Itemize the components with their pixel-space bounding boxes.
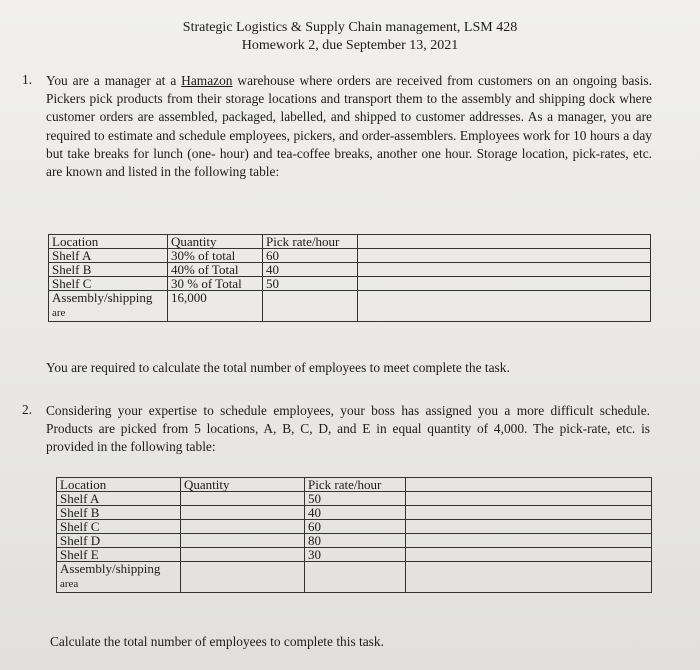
empty-cell <box>358 291 651 322</box>
course-title: Strategic Logistics & Supply Chain management, LSM 428 <box>182 20 518 35</box>
cell-location: Shelf C <box>49 277 168 291</box>
empty-cell <box>406 534 652 548</box>
cell-pick-rate: 60 <box>305 520 406 534</box>
cell-quantity <box>181 520 305 534</box>
cell-location: Shelf D <box>57 534 181 548</box>
table-row <box>49 249 651 263</box>
empty-cell <box>406 520 652 534</box>
cell-pick-rate <box>305 562 406 593</box>
header-pick-rate: Pick rate/hour <box>305 478 406 492</box>
table-row <box>49 291 651 322</box>
cell-quantity <box>181 506 305 520</box>
empty-cell <box>406 478 652 492</box>
cell-location-suffix: are <box>52 307 66 319</box>
table-row <box>57 492 652 506</box>
cell-location-text: Assembly/shipping <box>52 290 153 305</box>
cell-pick-rate: 50 <box>305 492 406 506</box>
question-1-task: You are required to calculate the total number of employees to meet complete the task. <box>46 360 510 375</box>
cell-location: Shelf A <box>49 249 168 263</box>
question-1-text <box>46 72 652 181</box>
question-2-number: 2. <box>22 402 33 417</box>
table-row <box>57 520 652 534</box>
cell-location <box>57 562 181 593</box>
cell-pick-rate: 80 <box>305 534 406 548</box>
homework-title: Homework 2, due September 13, 2021 <box>241 38 459 53</box>
cell-quantity: 30 % of Total <box>168 277 263 291</box>
cell-pick-rate: 60 <box>263 249 358 263</box>
header-pick-rate: Pick rate/hour <box>263 235 358 249</box>
empty-cell <box>406 562 652 593</box>
table-header-row <box>49 235 651 249</box>
empty-cell <box>358 249 651 263</box>
table-row <box>57 506 652 520</box>
table-row <box>57 548 652 562</box>
question-2-text: Considering your expertise to schedule employees, your boss has assigned you a more difficult schedule. Products are picked from 5 locations, A, B, C, D, and E in equal quantity of 4,000. The pick-rate, etc. is provided in the following table: <box>46 403 650 455</box>
table-row <box>49 277 651 291</box>
table-header-row <box>57 478 652 492</box>
header-quantity: Quantity <box>181 478 305 492</box>
empty-cell <box>358 277 651 291</box>
q1-table <box>48 234 651 322</box>
table-row <box>57 562 652 593</box>
header-location: Location <box>57 478 181 492</box>
q2-table <box>56 477 652 593</box>
cell-quantity <box>181 548 305 562</box>
cell-quantity: 16,000 <box>168 291 263 322</box>
empty-cell <box>358 235 651 249</box>
cell-pick-rate: 30 <box>305 548 406 562</box>
q1-text-after: warehouse where orders are received from customers on an ongoing basis. Pickers pick products from their storage locations and transport them to the assembly and shipping dock where customer orders are assembled, packaged, labelled, and shipped to customer addresses. As a manager, you are required to estimate and schedule employees, pickers, and order-assemblers. Employees work for 10 hours a day but take breaks for lunch (one- hour) and tea-coffee breaks, another one hour. Storage location, pick-rates, etc. are known and listed in the following table: <box>46 73 652 180</box>
company-name: Hamazon <box>181 73 233 88</box>
cell-location: Shelf C <box>57 520 181 534</box>
cell-location-text: Assembly/shipping <box>60 561 161 576</box>
cell-quantity <box>181 492 305 506</box>
question-1-number: 1. <box>22 72 33 87</box>
cell-quantity <box>181 562 305 593</box>
cell-pick-rate: 40 <box>305 506 406 520</box>
cell-quantity: 30% of total <box>168 249 263 263</box>
empty-cell <box>358 263 651 277</box>
cell-pick-rate <box>263 291 358 322</box>
header-quantity: Quantity <box>168 235 263 249</box>
empty-cell <box>406 506 652 520</box>
cell-pick-rate: 50 <box>263 277 358 291</box>
cell-location: Shelf B <box>49 263 168 277</box>
q1-text-before: You are a manager at a <box>46 73 182 88</box>
cell-location-suffix: area <box>60 578 79 590</box>
cell-pick-rate: 40 <box>263 263 358 277</box>
empty-cell <box>406 492 652 506</box>
cell-location <box>49 291 168 322</box>
cell-quantity <box>181 534 305 548</box>
cell-location: Shelf E <box>57 548 181 562</box>
table-row <box>57 534 652 548</box>
question-2-task: Calculate the total number of employees to complete this task. <box>50 634 384 649</box>
empty-cell <box>406 548 652 562</box>
table-row <box>49 263 651 277</box>
cell-quantity: 40% of Total <box>168 263 263 277</box>
header-location: Location <box>49 235 168 249</box>
cell-location: Shelf A <box>57 492 181 506</box>
cell-location: Shelf B <box>57 506 181 520</box>
